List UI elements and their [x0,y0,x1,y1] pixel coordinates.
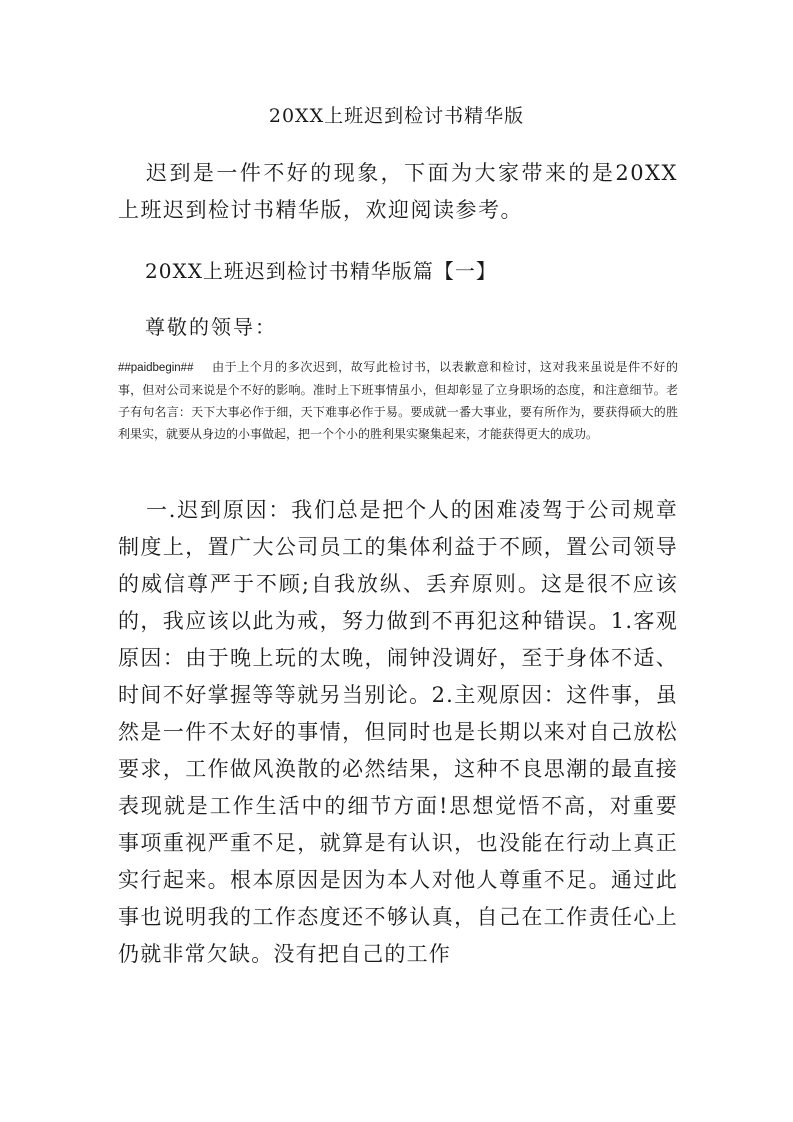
intro-paragraph: 迟到是一件不好的现象，下面为大家带来的是20XX上班迟到检讨书精华版，欢迎阅读参考。 [118,161,678,222]
body-paragraph: 一.迟到原因：我们总是把个人的困难凌驾于公司规章制度上，置广大公司员工的集体利益于不顾，置公司领导的威信尊严于不顾;自我放纵、丢弃原则。这是很不应该的，我应该以此为戒，努力做到不再犯这种错误。1.客观原因：由于晚上玩的太晚，闹钟没调好，至于身体不适、时间不好掌握等等就另当别论。2.主观原因：这件事，虽然是一件不太好的事情，但同时也是长期以来对自己放松要求，工作做风涣散的必然结果，这种不良思潮的最直接表现就是工作生活中的细节方面!思想觉悟不高，对重要事项重视严重不足，就算是有认识，也没能在行动上真正实行起来。根本原因是因为本人对他人尊重不足。通过此事也说明我的工作态度还不够认真，自己在工作责任心上仍就非常欠缺。没有把自己的工作 [118,498,678,966]
salutation: 尊敬的领导： [145,315,277,339]
document-title: 20XX上班迟到检讨书精华版 [268,105,525,127]
small-paragraph-text: 由于上个月的多次迟到，故写此检讨书，以表歉意和检讨，这对我来虽说是件不好的事，但对公司来说是个不好的影响。准时上下班事情虽小，但却彰显了立身职场的态度，和注意细节。老子有句名言：天下大事必作于细，天下难事必作于易。要成就一番大事业，要有所作为，要获得硕大的胜利果实，就要从身边的小事做起，把一个个小的胜利果实聚集起来，才能获得更大的成功。 [118,360,678,441]
paid-marker: ##paidbegin## [118,362,194,374]
section-heading: 20XX上班迟到检讨书精华版篇【一】 [145,259,497,283]
small-paragraph [118,356,678,445]
